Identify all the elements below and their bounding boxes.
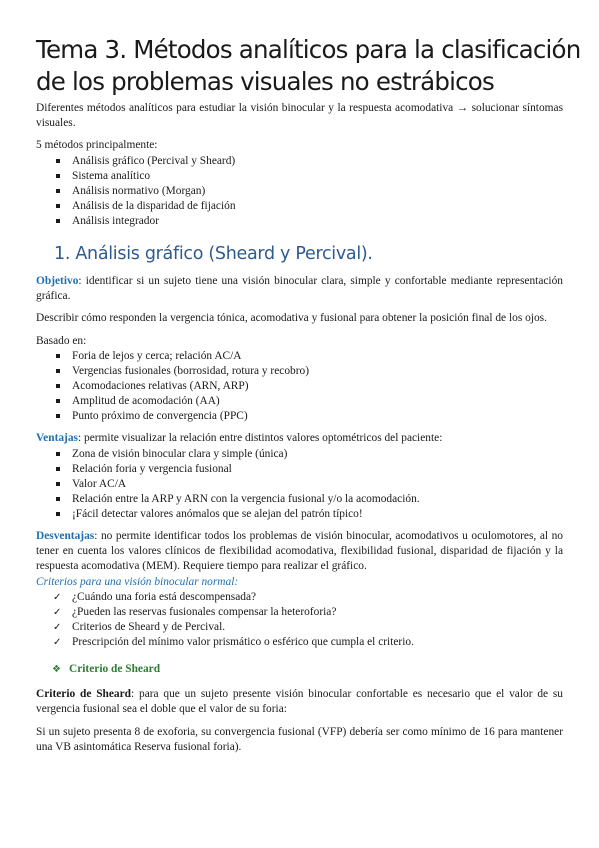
ventajas-label: Ventajas [36, 432, 78, 445]
list-item: ✓ Prescripción del mínimo valor prismático o esférico que cumpla el criterio. [36, 635, 563, 650]
ejemplo-paragraph: Si un sujeto presenta 8 de exoforia, su convergencia fusional (VFP) debería ser como mínimo de 16 para mantener una VB asintomática Reserva fusional foria). [36, 725, 563, 753]
list-item: ✓ Criterios de Sheard y de Percival. [36, 620, 563, 635]
list-item: Análisis integrador [36, 214, 563, 229]
objetivo-label: Objetivo [36, 275, 79, 288]
describir-paragraph: Describir cómo responden la vergencia tónica, acomodativa y fusional para obtener la posición final de los ojos. [36, 312, 547, 325]
ventajas-text: : permite visualizar la relación entre distintos valores optométricos del paciente: [77, 432, 443, 445]
basado-intro: Basado en: [36, 334, 87, 347]
section-heading: 1. Análisis gráfico (Sheard y Percival). [54, 244, 373, 265]
page-title-line2: de los problemas visuales no estrábicos [36, 67, 494, 96]
subsection-heading-text: Criterio de Sheard [68, 663, 161, 676]
subsection-heading [52, 662, 563, 677]
list-item: Sistema analítico [36, 169, 563, 184]
criterios-heading [36, 575, 563, 590]
list-item: Análisis de la disparidad de fijación [36, 199, 563, 214]
list-item: Análisis gráfico (Percival y Sheard) [36, 154, 563, 169]
ventajas-paragraph [36, 431, 563, 446]
page-title [36, 34, 581, 98]
list-item: Relación entre la ARP y ARN con la vergencia fusional y/o la acomodación. [36, 492, 563, 507]
objetivo-text: : identificar si un sujeto tiene una visión binocular clara, simple y confortable mediante representación gráfica. [36, 275, 563, 303]
list-item: Valor AC/A [36, 477, 563, 492]
criterios-label: Criterios para una visión binocular normal [36, 575, 235, 588]
methods-list [36, 154, 563, 229]
list-item: Punto próximo de convergencia (PPC) [36, 409, 563, 424]
list-item: Foria de lejos y cerca; relación AC/A [36, 349, 563, 364]
criterios-list [36, 590, 563, 650]
desventajas-text: : no permite identificar todos los problemas de visión binocular, acomodativos u oculomotores, al no tener en cuenta los valores clínicos de flexibilidad acomodativa, flexibilidad fusional, disparidad de fijación y la respuesta acomodativa (MEM). Requiere tiempo para realizar el gráfico. [36, 530, 563, 573]
desventajas-label: Desventajas [36, 530, 95, 543]
list-item: ¡Fácil detectar valores anómalos que se alejan del patrón típico! [36, 507, 563, 522]
basado-list [36, 349, 563, 424]
list-item: Acomodaciones relativas (ARN, ARP) [36, 379, 563, 394]
list-item: ✓ ¿Pueden las reservas fusionales compensar la heteroforia? [36, 605, 563, 620]
page-title-line1: Tema 3. Métodos analíticos para la clasificación [36, 35, 581, 64]
list-item: Amplitud de acomodación (AA) [36, 394, 563, 409]
criterios-colon: : [234, 575, 239, 588]
methods-intro: 5 métodos principalmente: [36, 139, 158, 152]
list-item: Zona de visión binocular clara y simple (única) [36, 447, 563, 462]
sheard-paragraph [36, 687, 563, 717]
objetivo-paragraph [36, 274, 563, 304]
intro-paragraph: Diferentes métodos analíticos para estudiar la visión binocular y la respuesta acomodativa → solucionar síntomas visuales. [36, 102, 563, 130]
list-item: Relación foria y vergencia fusional [36, 462, 563, 477]
sheard-label: Criterio de Sheard [36, 688, 132, 701]
list-item: ✓ ¿Cuándo una foria está descompensada? [36, 590, 563, 605]
diamond-bullet-icon: ❖ [52, 664, 61, 676]
list-item: Vergencias fusionales (borrosidad, rotura y recobro) [36, 364, 563, 379]
ventajas-list [36, 447, 563, 522]
list-item: Análisis normativo (Morgan) [36, 184, 563, 199]
sheard-text: : para que un sujeto presente visión binocular confortable es necesario que el valor de su vergencia fusional sea el doble que el valor de su foria: [36, 688, 563, 716]
desventajas-paragraph [36, 529, 563, 575]
